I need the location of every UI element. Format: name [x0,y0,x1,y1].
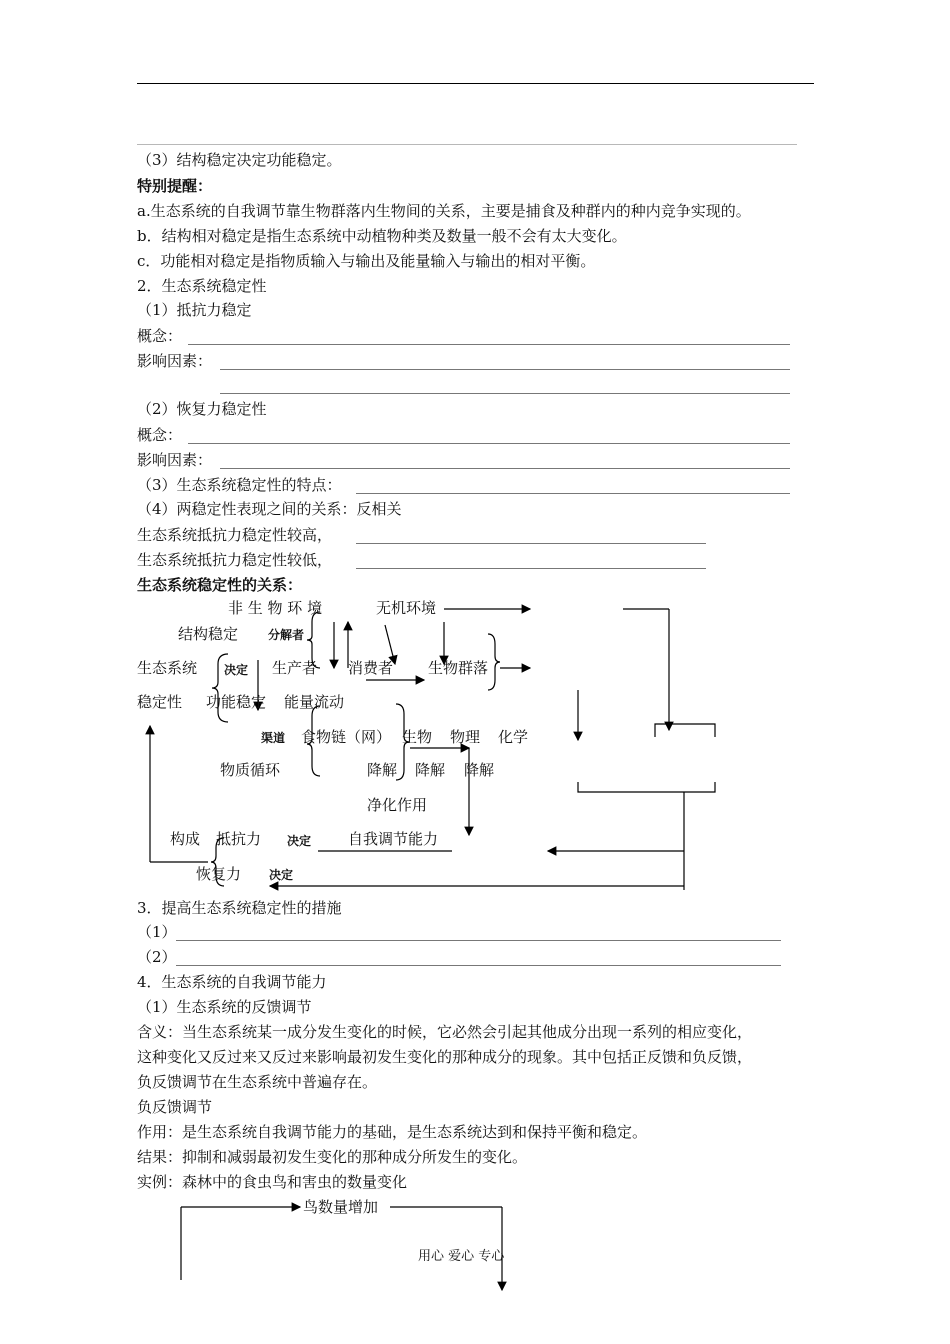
label-chemical: 化学 [498,728,529,746]
tip-c: c．功能相对稳定是指物质输入与输出及能量输入与输出的相对平衡。 [137,252,596,270]
label-energy-flow: 能量流动 [284,693,345,711]
point-3: （3）结构稳定决定功能稳定。 [137,151,342,169]
label-degrade-1: 降解 [367,761,398,779]
tip-title: 特别提醒： [137,177,213,195]
relation-title: 生态系统稳定性的关系： [137,576,303,594]
bird-increase-label: 鸟数量增加 [303,1198,379,1216]
label-inorganic: 无机环境 [376,599,437,617]
label-abiotic: 非 生 物 环 境 [228,599,323,617]
low-resist: 生态系统抵抗力稳定性较低， [137,551,333,569]
label-decide-3: 决定 [269,868,294,882]
label-compose: 构成 [170,830,201,848]
label-resilience: 恢复力 [196,865,242,883]
label-ecosystem: 生态系统 [137,659,198,677]
section-2-title: 2．生态系统稳定性 [137,277,267,295]
effect-line: 作用：是生态系统自我调节能力的基础，是生态系统达到和保持平衡和稳定。 [137,1123,648,1141]
measure-1: （1） [137,923,177,941]
section-2-3: （3）生态系统稳定性的特点： [137,476,342,494]
section-3-title: 3．提高生态系统稳定性的措施 [137,899,342,917]
section-2-2: （2）恢复力稳定性 [137,400,267,418]
section-4-title: 4．生态系统的自我调节能力 [137,973,327,991]
label-material-cycle: 物质循环 [220,761,281,779]
section-2-1: （1）抵抗力稳定 [137,301,252,319]
concept-label-1: 概念： [137,327,183,345]
factor-label-1: 影响因素： [137,352,213,370]
negative-feedback: 负反馈调节 [137,1098,213,1116]
label-decomposer: 分解者 [268,628,305,642]
label-degrade-3: 降解 [464,761,495,779]
label-community: 生物群落 [428,659,489,677]
concept-label-2: 概念： [137,426,183,444]
label-resistance: 抵抗力 [216,830,262,848]
meaning-line-2: 这种变化又反过来又反过来影响最初发生变化的那种成分的现象。其中包括正反馈和负反馈， [137,1048,753,1066]
label-degrade-2: 降解 [415,761,446,779]
label-physical: 物理 [450,728,481,746]
label-decide-2: 决定 [287,834,312,848]
meaning-line-3: 负反馈调节在生态系统中普遍存在。 [137,1073,378,1091]
label-function: 功能稳定 [206,693,267,711]
section-4-1: （1）生态系统的反馈调节 [137,998,312,1016]
label-purification: 净化作用 [367,796,428,814]
footer-motto: 用心 爱心 专心 [418,1249,505,1264]
measure-2: （2） [137,948,177,966]
example-line: 实例：森林中的食虫鸟和害虫的数量变化 [137,1173,408,1191]
high-resist: 生态系统抵抗力稳定性较高， [137,526,333,544]
label-decide-1: 决定 [224,663,249,677]
factor-label-2: 影响因素： [137,451,213,469]
label-food-chain: 食物链（网） [301,728,392,746]
tip-b: b．结构相对稳定是指生态系统中动植物种类及数量一般不会有太大变化。 [137,227,627,245]
label-stability: 稳定性 [137,693,183,711]
meaning-line-1: 含义：当生态系统某一成分发生变化的时候，它必然会引起其他成分出现一系列的相应变化， [137,1023,753,1041]
tip-a: a.生态系统的自我调节靠生物群落内生物间的关系，主要是捕食及种群内的种内竞争实现的。 [137,202,751,220]
label-channel: 渠道 [261,731,286,745]
label-self-regulation: 自我调节能力 [348,830,439,848]
result-line: 结果：抑制和减弱最初发生变化的那种成分所发生的变化。 [137,1148,528,1166]
label-structure: 结构稳定 [178,625,239,643]
label-producer: 生产者 [272,659,318,677]
section-2-4: （4）两稳定性表现之间的关系：反相关 [137,500,402,518]
label-biological: 生物 [402,728,433,746]
label-consumer: 消费者 [348,659,394,677]
